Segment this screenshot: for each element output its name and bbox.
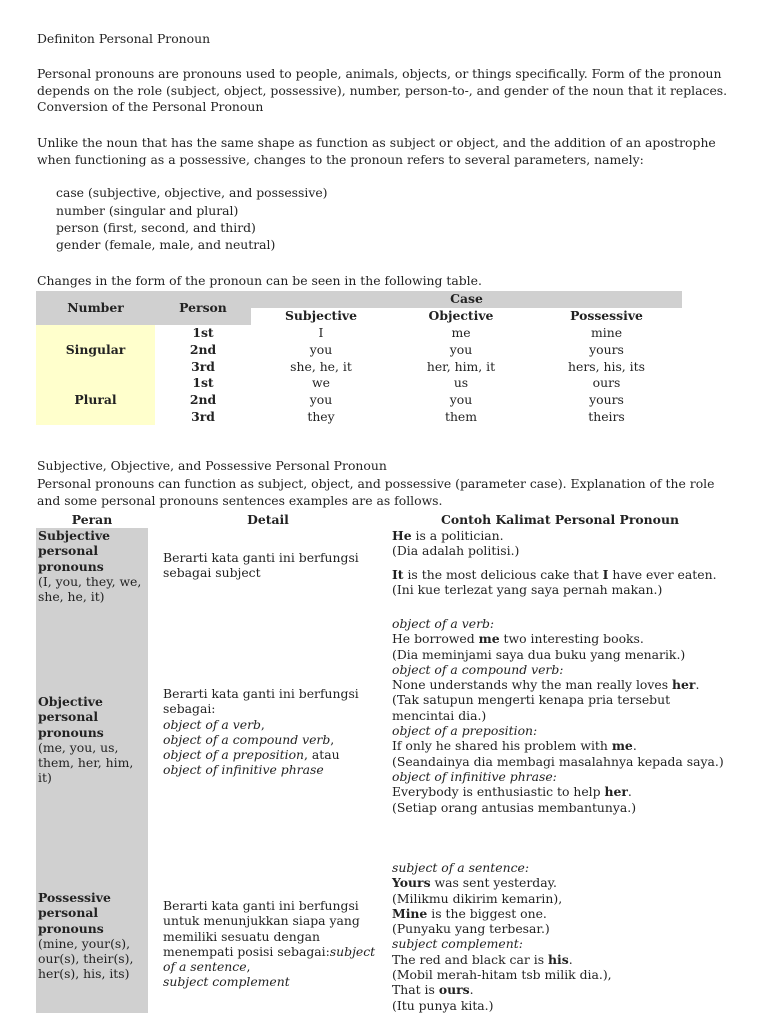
example-label: object of infinitive phrase: xyxy=(392,768,557,784)
example-text: is the most delicious cake that xyxy=(403,566,603,582)
example-text: . xyxy=(695,677,700,693)
detail-text: Berarti kata ganti ini berfungsi sebagai subject xyxy=(163,550,359,581)
peran-subjective xyxy=(36,528,148,616)
example-text: Everybody is enthusiastic to help xyxy=(392,784,605,800)
header-case: Case xyxy=(251,291,682,308)
peran-name: pronouns xyxy=(38,920,104,936)
person-cell: 3rd xyxy=(191,358,215,374)
objective-cell: them xyxy=(444,408,478,424)
sop-paragraph: Personal pronouns can function as subject, object, and possessive (parameter case). Explanation of the role and some personal pronouns sentences examples are as follows. xyxy=(37,476,715,508)
detail-italic: object of a preposition xyxy=(163,747,305,763)
unlike-paragraph: Unlike the noun that has the same shape as function as subject or object, and the addition of an apostrophe when functioning as a possessive, changes to the pronoun refers to several parameters, namely: xyxy=(37,135,716,167)
header-subjective: Subjective xyxy=(284,308,358,324)
peran-name: pronouns xyxy=(38,558,104,574)
detail-possessive xyxy=(148,860,388,1013)
objective-cell: you xyxy=(449,341,473,357)
contoh-possessive xyxy=(388,860,732,1013)
translation-text: (Itu punya kita.) xyxy=(392,997,494,1013)
peran-list: (mine, your(s), our(s), their(s), her(s), his, its) xyxy=(38,935,134,982)
parameter-item: case (subjective, objective, and possessive) xyxy=(56,185,328,200)
example-text: have ever eaten. xyxy=(608,566,717,582)
peran-name: personal xyxy=(38,543,99,559)
person-cell: 2nd xyxy=(189,392,217,408)
possessive-cell: theirs xyxy=(588,408,625,424)
example-text: That is xyxy=(392,982,439,998)
pronoun-bold: his xyxy=(548,951,569,967)
objective-cell: us xyxy=(453,375,469,391)
translation-text: (Dia adalah politisi.) xyxy=(392,543,520,559)
header-detail: Detail xyxy=(247,512,289,527)
detail-italic: object of a verb xyxy=(163,716,261,732)
pronoun-bold: Mine xyxy=(392,905,428,921)
page-title: Definiton Personal Pronoun xyxy=(37,31,211,46)
translation-text: (Seandainya dia membagi masalahnya kepada saya.) xyxy=(392,753,724,769)
number-singular: Singular xyxy=(36,325,155,375)
detail-text: Berarti kata ganti ini berfungsi sebagai: xyxy=(163,686,359,717)
example-label: subject complement: xyxy=(392,936,523,952)
detail-italic: subject of a sentence xyxy=(163,943,376,975)
conversion-heading: Conversion of the Personal Pronoun xyxy=(37,99,264,114)
subjective-cell: they xyxy=(307,408,335,424)
detail-text: , xyxy=(246,959,251,975)
contoh-subjective xyxy=(388,528,732,616)
person-cell: 3rd xyxy=(191,408,215,424)
parameter-item: gender (female, male, and neutral) xyxy=(56,237,276,252)
header-peran: Peran xyxy=(71,512,113,527)
contoh-objective xyxy=(388,616,732,860)
translation-text: (Dia meminjami saya dua buku yang menarik.) xyxy=(392,646,686,662)
translation-text: (Milikmu dikirim kemarin), xyxy=(392,890,563,906)
pronoun-bold: It xyxy=(392,566,404,582)
header-objective: Objective xyxy=(428,308,494,324)
example-text: was sent yesterday. xyxy=(430,875,557,891)
peran-objective xyxy=(36,616,148,860)
example-text: . xyxy=(632,738,637,754)
peran-name: Objective xyxy=(38,694,103,709)
objective-cell: you xyxy=(449,392,473,408)
table-row xyxy=(36,325,682,342)
parameter-item: person (first, second, and third) xyxy=(56,220,256,235)
example-text: is a politician. xyxy=(411,528,504,543)
parameter-item: number (singular and plural) xyxy=(56,203,239,218)
example-text: None understands why the man really loves xyxy=(392,677,673,693)
case-table xyxy=(36,291,682,425)
peran-table xyxy=(36,512,732,1013)
example-text: . xyxy=(568,951,573,967)
objective-cell: me xyxy=(451,324,471,340)
pronoun-bold: He xyxy=(392,528,412,543)
table-row xyxy=(36,528,732,616)
example-text: . xyxy=(627,784,632,800)
example-label: object of a verb: xyxy=(392,616,495,631)
detail-italic: subject complement xyxy=(163,974,290,990)
pronoun-bold: her xyxy=(604,784,628,800)
subjective-cell: she, he, it xyxy=(290,358,352,374)
example-label: object of a compound verb: xyxy=(392,661,564,677)
person-cell: 1st xyxy=(192,375,214,391)
number-plural: Plural xyxy=(36,375,155,425)
detail-italic: object of infinitive phrase xyxy=(163,762,324,778)
pronoun-bold: I xyxy=(602,566,609,582)
example-label: subject of a sentence: xyxy=(392,860,530,875)
example-text: is the biggest one. xyxy=(427,905,547,921)
subjective-cell: you xyxy=(309,341,333,357)
objective-cell: her, him, it xyxy=(426,358,496,374)
table-row xyxy=(36,375,682,392)
header-contoh: Contoh Kalimat Personal Pronoun xyxy=(441,512,679,527)
translation-text: (Tak satupun mengerti kenapa pria tersebut mencintai dia.) xyxy=(392,692,671,723)
possessive-cell: yours xyxy=(589,392,624,408)
header-number: Number xyxy=(36,291,155,325)
peran-list: (me, you, us, them, her, him, it) xyxy=(38,739,134,786)
example-text: . xyxy=(469,982,474,998)
subjective-cell: I xyxy=(318,324,324,340)
person-cell: 1st xyxy=(192,324,214,340)
pronoun-bold: me xyxy=(478,631,500,647)
possessive-cell: yours xyxy=(589,341,624,357)
example-text: The red and black car is xyxy=(392,951,548,967)
sop-heading: Subjective, Objective, and Possessive Personal Pronoun xyxy=(37,458,387,473)
example-text: two interesting books. xyxy=(499,631,644,647)
possessive-cell: ours xyxy=(592,375,621,391)
header-person: Person xyxy=(155,291,251,325)
person-cell: 2nd xyxy=(189,341,217,357)
peran-name: personal xyxy=(38,905,99,921)
subjective-cell: we xyxy=(312,375,330,391)
pronoun-bold: ours xyxy=(438,982,470,998)
header-possessive: Possessive xyxy=(570,308,643,324)
detail-objective: Berarti kata ganti ini berfungsi sebagai: object of a verb, object of a compound verb, object of a preposition, atau object of infinitive phrase xyxy=(148,616,388,860)
changes-line: Changes in the form of the pronoun can be seen in the following table. xyxy=(37,273,482,288)
translation-text: (Setiap orang antusias membantunya.) xyxy=(392,799,637,815)
detail-text: , atau xyxy=(304,747,340,763)
detail-subjective xyxy=(148,528,388,616)
translation-text: (Mobil merah-hitam tsb milik dia.), xyxy=(392,967,612,983)
possessive-cell: hers, his, its xyxy=(568,358,645,374)
possessive-cell: mine xyxy=(591,324,623,340)
peran-name: Subjective xyxy=(38,528,111,543)
intro-paragraph: Personal pronouns are pronouns used to people, animals, objects, or things specifically. Form of the pronoun depends on the role (subject, object, possessive), number, person-to-, and gender of the noun that it replaces. xyxy=(37,66,728,98)
peran-name: Possessive xyxy=(38,890,111,905)
pronoun-bold: me xyxy=(611,738,633,754)
translation-text: (Ini kue terlezat yang saya pernah makan.) xyxy=(392,581,663,597)
example-text: He borrowed xyxy=(392,631,479,647)
peran-name: personal xyxy=(38,709,99,725)
pronoun-bold: Yours xyxy=(392,875,431,891)
detail-italic: object of a compound verb xyxy=(163,731,331,747)
detail-text: Berarti kata ganti ini berfungsi untuk menunjukkan siapa yang memiliki sesuatu dengan menempati posisi sebagai: xyxy=(163,898,360,959)
example-label: object of a preposition: xyxy=(392,723,538,739)
table-row xyxy=(36,860,732,1013)
example-text: If only he shared his problem with xyxy=(392,738,612,754)
translation-text: (Punyaku yang terbesar.) xyxy=(392,921,550,937)
peran-name: pronouns xyxy=(38,724,104,740)
peran-possessive xyxy=(36,860,148,1013)
subjective-cell: you xyxy=(309,392,333,408)
table-row xyxy=(36,616,732,860)
peran-list: (I, you, they, we, she, he, it) xyxy=(38,573,142,605)
pronoun-bold: her xyxy=(672,677,696,693)
